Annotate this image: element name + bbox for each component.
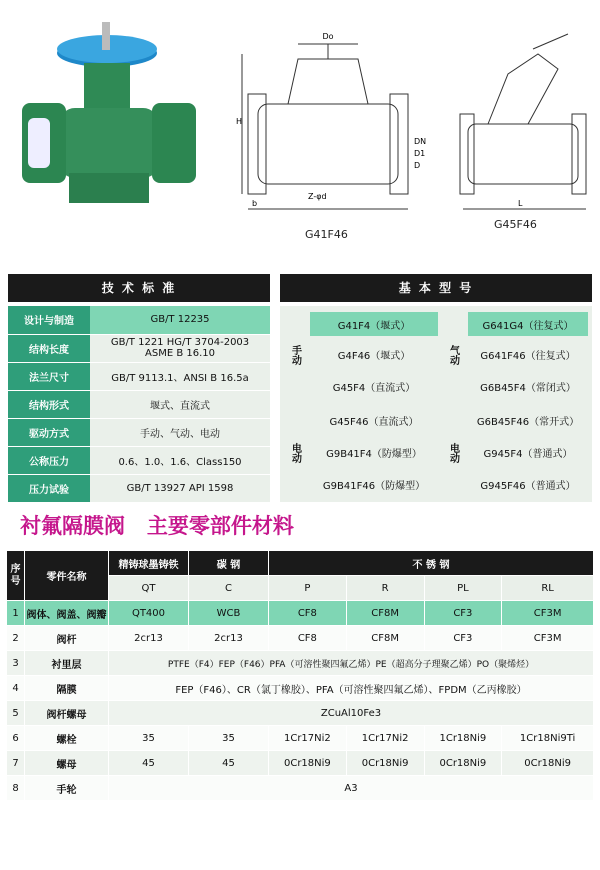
row-no: 3	[7, 651, 25, 676]
table-row	[8, 362, 270, 390]
dim-d1: D1	[414, 149, 426, 158]
row-name: 阀体、阀盖、阀瓣	[25, 601, 109, 626]
cell: 0Cr18Ni9	[424, 751, 502, 776]
model-item: G945F46（普通式）	[480, 480, 576, 492]
group-label-electric-2: 电动	[447, 443, 459, 463]
cell: QT400	[109, 601, 189, 626]
row-name: 阀杆	[25, 626, 109, 651]
group-label-pneumatic: 气动	[447, 345, 459, 365]
row-value: GB/T 13927 API 1598	[90, 474, 270, 502]
table-row	[7, 726, 594, 751]
group-label-electric: 电动	[289, 443, 301, 463]
row-no: 4	[7, 676, 25, 701]
row-no: 2	[7, 626, 25, 651]
sub-col: R	[346, 576, 424, 601]
table-row	[7, 701, 594, 726]
table-header-row	[7, 551, 594, 576]
table-row	[7, 626, 594, 651]
row-no: 1	[7, 601, 25, 626]
sub-col: RL	[502, 576, 594, 601]
cell: 45	[189, 751, 269, 776]
row-key: 设计与制造	[8, 306, 90, 334]
sub-col: C	[189, 576, 269, 601]
row-no: 8	[7, 776, 25, 801]
model-item: G45F4（直流式）	[332, 382, 416, 394]
table-row	[8, 306, 270, 334]
cell: 35	[189, 726, 269, 751]
row-key: 驱动方式	[8, 418, 90, 446]
basic-models-header: 基 本 型 号	[280, 274, 592, 302]
caption-g41: G41F46	[305, 228, 348, 241]
col-group-carbon-steel: 碳 钢	[189, 551, 269, 576]
dim-do: Do	[322, 32, 334, 41]
row-name: 隔膜	[25, 676, 109, 701]
group-label-manual: 手动	[289, 345, 301, 365]
dim-z: Z-φd	[308, 192, 327, 201]
row-key: 法兰尺寸	[8, 362, 90, 390]
model-item: G945F4（普通式）	[483, 448, 573, 460]
col-name: 零件名称	[25, 551, 109, 601]
table-row	[7, 751, 594, 776]
cell: 0Cr18Ni9	[502, 751, 594, 776]
cell: 2cr13	[189, 626, 269, 651]
tech-standard-table	[8, 306, 270, 503]
col-group-stainless: 不 锈 钢	[269, 551, 594, 576]
table-row	[7, 601, 594, 626]
dim-h: H	[236, 117, 243, 126]
cell: CF3M	[502, 626, 594, 651]
table-row	[7, 676, 594, 701]
row-value: GB/T 1221 HG/T 3704-2003 ASME B 16.10	[90, 334, 270, 362]
model-item: G45F46（直流式）	[329, 416, 419, 428]
row-value: 手动、气动、电动	[90, 418, 270, 446]
tech-standard-header: 技 术 标 准	[8, 274, 270, 302]
col-seq: 序号	[7, 551, 25, 601]
dim-dn: DN	[414, 137, 427, 146]
cell: 1Cr18Ni9Ti	[502, 726, 594, 751]
model-item: G41F4（堰式）	[310, 312, 438, 336]
table-row	[8, 334, 270, 362]
cell: CF8	[269, 601, 347, 626]
cell: 0Cr18Ni9	[269, 751, 347, 776]
table-row	[8, 418, 270, 446]
row-key: 结构形式	[8, 390, 90, 418]
table-row	[8, 390, 270, 418]
sub-col: PL	[424, 576, 502, 601]
table-row	[8, 474, 270, 502]
table-row	[8, 446, 270, 474]
cell: CF3M	[502, 601, 594, 626]
model-item: G4F46（堰式）	[337, 350, 411, 362]
row-value: 0.6、1.0、1.6、Class150	[90, 446, 270, 474]
row-no: 6	[7, 726, 25, 751]
table-row	[7, 776, 594, 801]
cell: CF3	[424, 601, 502, 626]
cell: WCB	[189, 601, 269, 626]
materials-title: 衬氟隔膜阀 主要零部件材料	[20, 514, 294, 538]
cell-span: A3	[109, 776, 594, 801]
cell: 45	[109, 751, 189, 776]
cell: 1Cr17Ni2	[346, 726, 424, 751]
row-value: GB/T 9113.1、ANSI B 16.5a	[90, 362, 270, 390]
row-no: 5	[7, 701, 25, 726]
model-item: G6B45F4（常闭式）	[480, 382, 576, 394]
cell: CF8M	[346, 601, 424, 626]
row-name: 螺栓	[25, 726, 109, 751]
cell-span: FEP（F46）、CR（氯丁橡胶）、PFA（可溶性聚四氟乙烯）、FPDM（乙丙橡胶）	[109, 676, 594, 701]
row-name: 阀杆螺母	[25, 701, 109, 726]
model-item: G641G4（往复式）	[468, 312, 588, 336]
cell-span: ZCuAl10Fe3	[109, 701, 594, 726]
model-item: G641F46（往复式）	[480, 350, 576, 362]
model-item: G6B45F46（常开式）	[476, 416, 580, 428]
valve-photo	[14, 18, 204, 233]
cell: 0Cr18Ni9	[346, 751, 424, 776]
cell: 1Cr18Ni9	[424, 726, 502, 751]
sub-col: QT	[109, 576, 189, 601]
cell: 2cr13	[109, 626, 189, 651]
row-name: 螺母	[25, 751, 109, 776]
caption-g45: G45F46	[494, 218, 537, 231]
model-item: G9B41F4（防爆型）	[326, 448, 422, 460]
dim-l: L	[518, 199, 523, 208]
cell: CF8	[269, 626, 347, 651]
row-no: 7	[7, 751, 25, 776]
row-name: 手轮	[25, 776, 109, 801]
technical-drawing	[228, 14, 600, 244]
sub-col: P	[269, 576, 347, 601]
cell-span: PTFE（F4）FEP（F46）PFA（可溶性聚四氟乙烯）PE（超高分子理聚乙烯）PO（聚烯烃）	[109, 651, 594, 676]
model-item: G9B41F46（防爆型）	[322, 480, 426, 492]
cell: CF3	[424, 626, 502, 651]
row-key: 压力试验	[8, 474, 90, 502]
cell: CF8M	[346, 626, 424, 651]
row-value: GB/T 12235	[90, 306, 270, 334]
row-key: 结构长度	[8, 334, 90, 362]
row-key: 公称压力	[8, 446, 90, 474]
cell: 35	[109, 726, 189, 751]
dim-b: b	[252, 199, 258, 208]
row-value: 堰式、直流式	[90, 390, 270, 418]
materials-table	[6, 550, 594, 801]
cell: 1Cr17Ni2	[269, 726, 347, 751]
dim-d: D	[414, 161, 421, 170]
row-name: 衬里层	[25, 651, 109, 676]
col-group-ductile-iron: 精铸球墨铸铁	[109, 551, 189, 576]
table-row	[7, 651, 594, 676]
